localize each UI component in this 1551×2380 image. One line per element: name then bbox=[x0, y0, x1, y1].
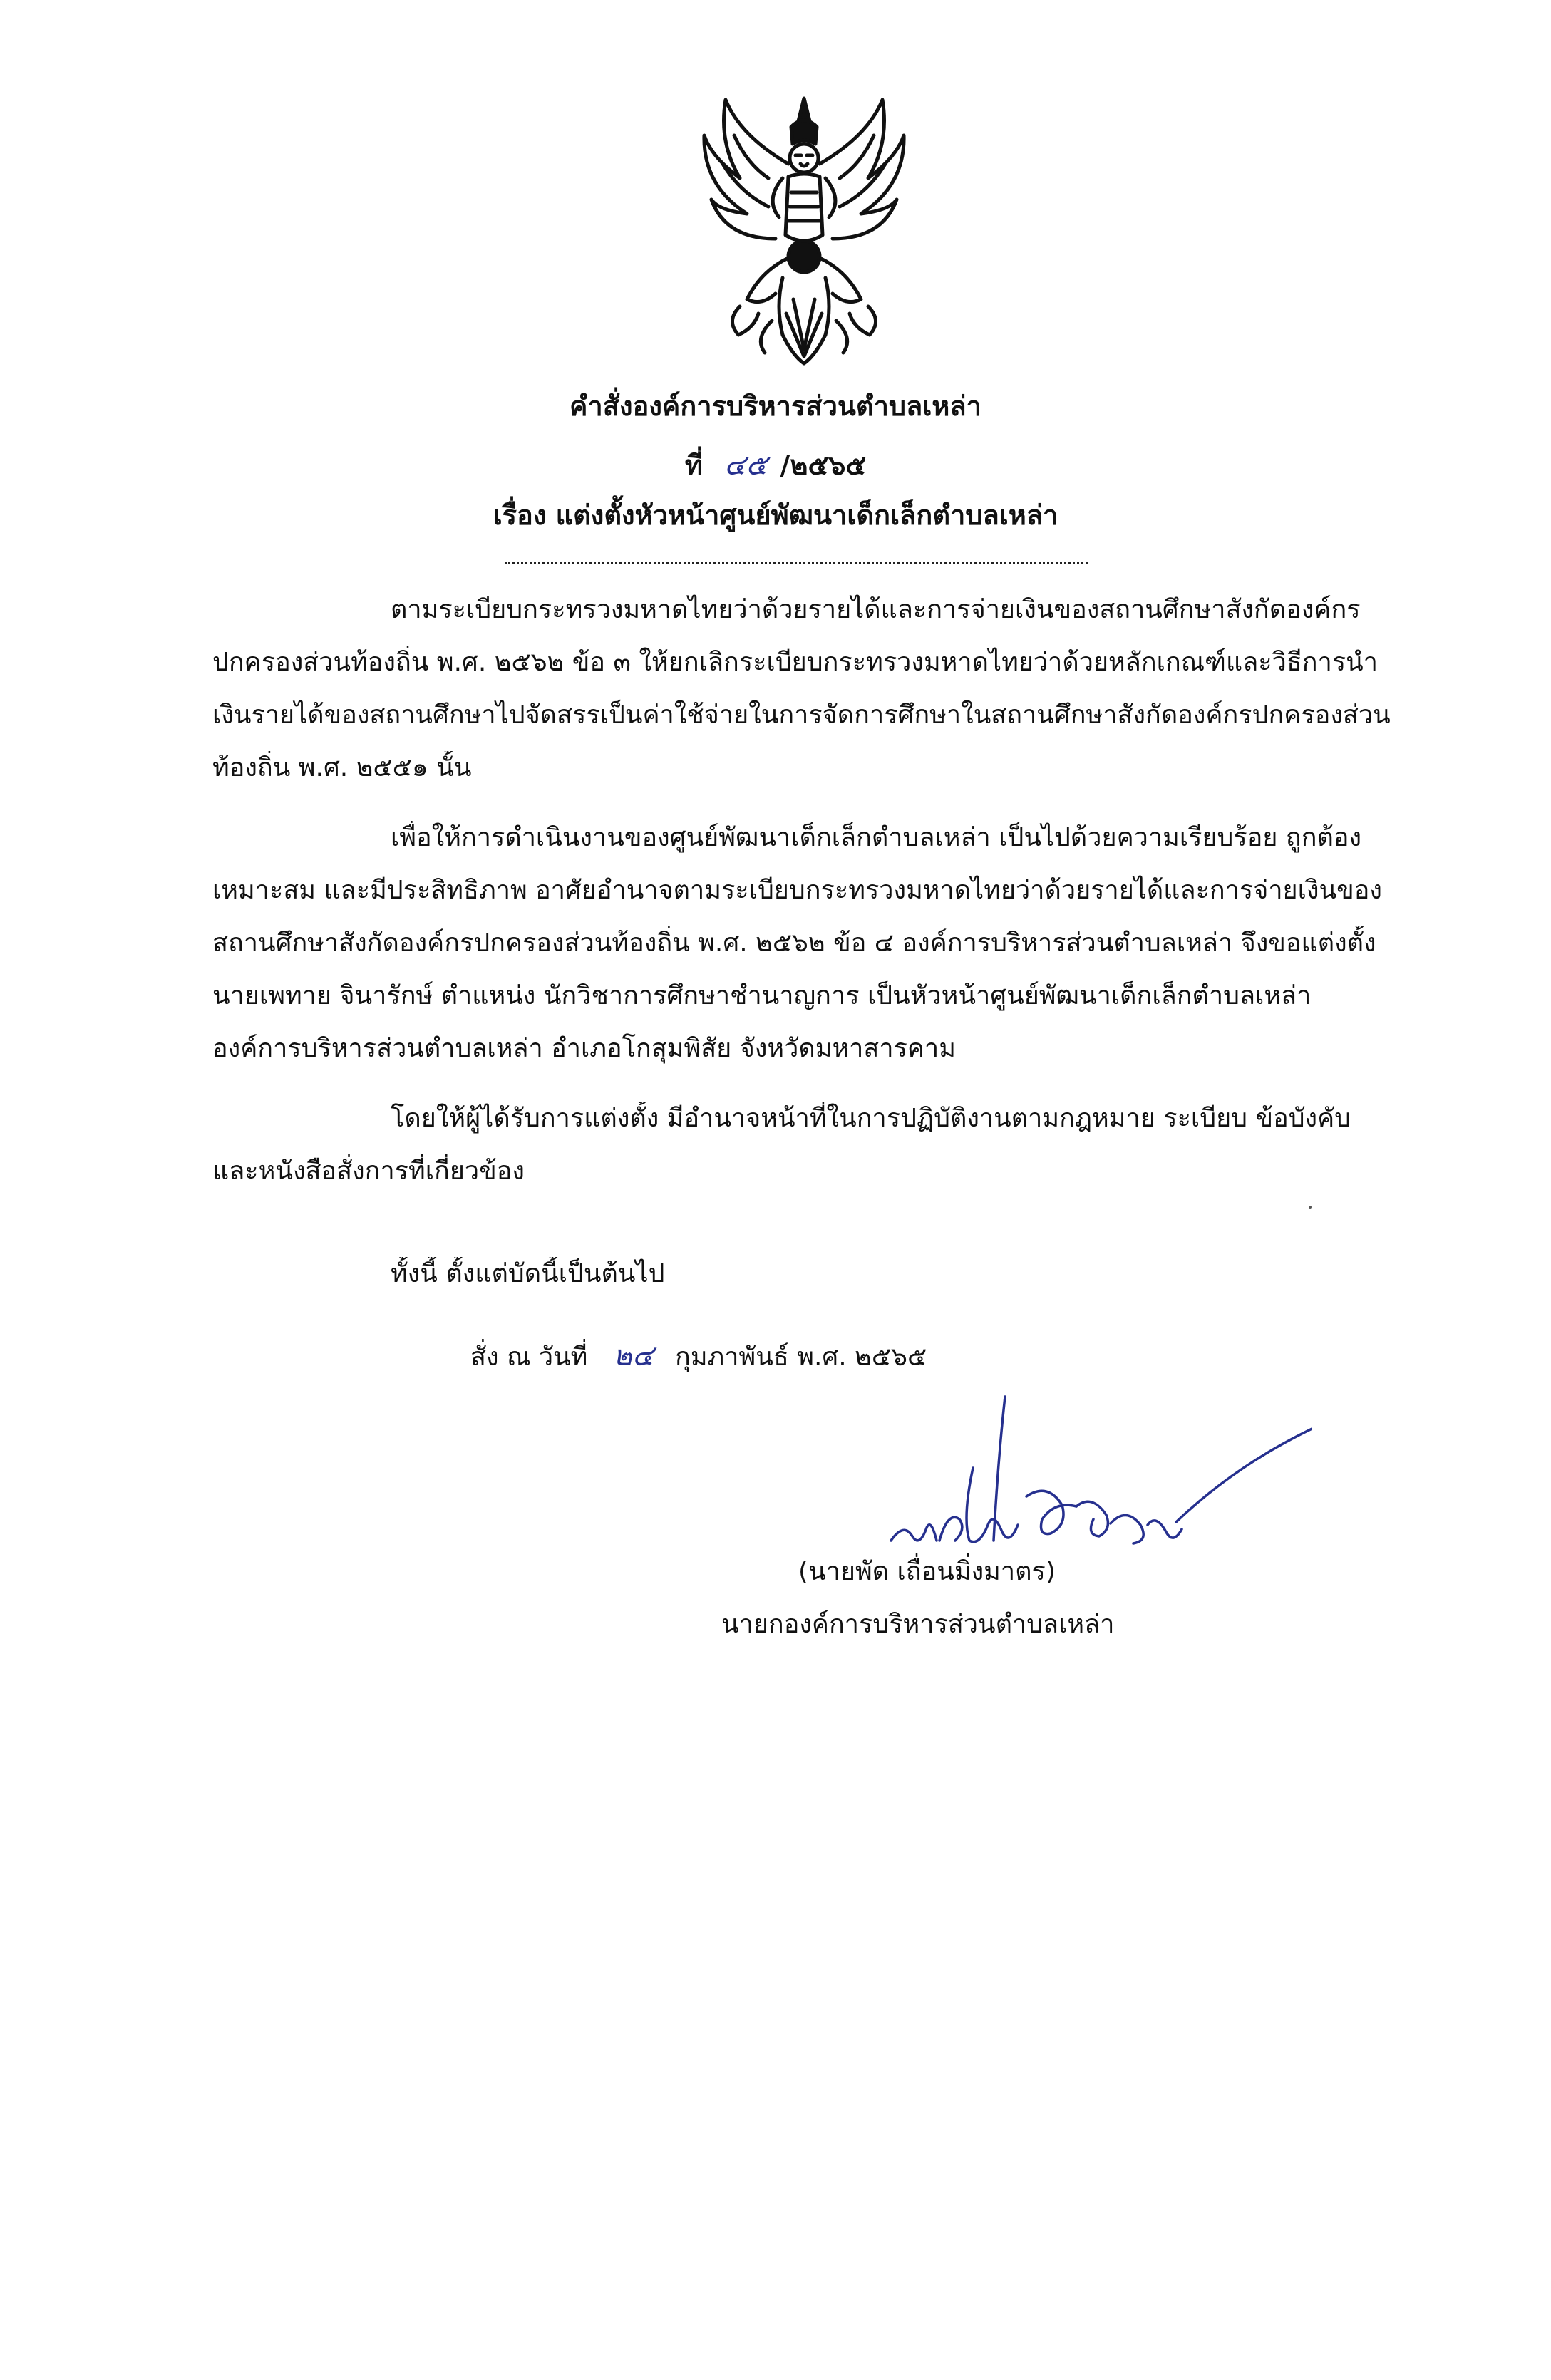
paragraph-line: สถานศึกษาสังกัดองค์กรปกครองส่วนท้องถิ่น พ.ศ. ๒๕๖๒ ข้อ ๔ องค์การบริหารส่วนตำบลเหล่า จึงขอแต่งตั้ง bbox=[212, 928, 1376, 958]
scan-speck bbox=[1309, 1206, 1312, 1209]
garuda-emblem-icon bbox=[697, 93, 911, 367]
paragraph-line: เพื่อให้การดำเนินงานของศูนย์พัฒนาเด็กเล็กตำบลเหล่า เป็นไปด้วยความเรียบร้อย ถูกต้อง bbox=[391, 823, 1362, 852]
paragraph-line: โดยให้ผู้ได้รับการแต่งตั้ง มีอำนาจหน้าที่ในการปฏิบัติงานตามกฎหมาย ระเบียบ ข้อบังคับ bbox=[391, 1104, 1351, 1133]
signer-title: นายกองค์การบริหารส่วนตำบลเหล่า bbox=[721, 1610, 1115, 1639]
order-number-prefix: ที่ bbox=[684, 450, 703, 481]
order-number bbox=[0, 447, 1551, 483]
effective-statement: ทั้งนี้ ตั้งแต่บัดนี้เป็นต้นไป bbox=[391, 1259, 665, 1288]
order-number-handwritten: ๔๕ bbox=[723, 449, 768, 482]
paragraph-line: และหนังสือสั่งการที่เกี่ยวข้อง bbox=[212, 1157, 525, 1186]
paragraph-line: เหมาะสม และมีประสิทธิภาพ อาศัยอำนาจตามระเบียบกระทรวงมหาดไทยว่าด้วยรายได้และการจ่ายเงินของ bbox=[212, 876, 1382, 905]
order-subject: เรื่อง แต่งตั้งหัวหน้าศูนย์พัฒนาเด็กเล็กตำบลเหล่า bbox=[493, 500, 1058, 531]
order-title: คำสั่งองค์การบริหารส่วนตำบลเหล่า bbox=[570, 390, 981, 422]
handwritten-signature-icon bbox=[841, 1354, 1312, 1568]
dotted-divider bbox=[505, 562, 1088, 564]
order-date-month-year: กุมภาพันธ์ พ.ศ. ๒๕๖๕ bbox=[675, 1342, 927, 1372]
signer-name: (นายพัด เถื่อนมิ่งมาตร) bbox=[798, 1557, 1056, 1586]
paragraph-line: ตามระเบียบกระทรวงมหาดไทยว่าด้วยรายได้และการจ่ายเงินของสถานศึกษาสังกัดองค์กร bbox=[391, 595, 1361, 624]
paragraph-line: ท้องถิ่น พ.ศ. ๒๕๕๑ นั้น bbox=[212, 753, 472, 782]
order-date-day-handwritten: ๒๔ bbox=[613, 1340, 654, 1372]
order-number-suffix: /๒๕๖๕ bbox=[780, 450, 867, 481]
paragraph-line: ปกครองส่วนท้องถิ่น พ.ศ. ๒๕๖๒ ข้อ ๓ ให้ยกเลิกระเบียบกระทรวงมหาดไทยว่าด้วยหลักเกณฑ์และวิธีการนำ bbox=[212, 648, 1378, 677]
paragraph-line: นายเพทาย จินารักษ์ ตำแหน่ง นักวิชาการศึกษาชำนาญการ เป็นหัวหน้าศูนย์พัฒนาเด็กเล็กตำบลเหล่า bbox=[212, 981, 1312, 1010]
order-date-prefix: สั่ง ณ วันที่ bbox=[470, 1342, 588, 1372]
paragraph-line: เงินรายได้ของสถานศึกษาไปจัดสรรเป็นค่าใช้จ่ายในการจัดการศึกษาในสถานศึกษาสังกัดองค์กรปกครองส่วน bbox=[212, 700, 1391, 730]
paragraph-line: องค์การบริหารส่วนตำบลเหล่า อำเภอโกสุมพิสัย จังหวัดมหาสารคาม bbox=[212, 1034, 956, 1063]
